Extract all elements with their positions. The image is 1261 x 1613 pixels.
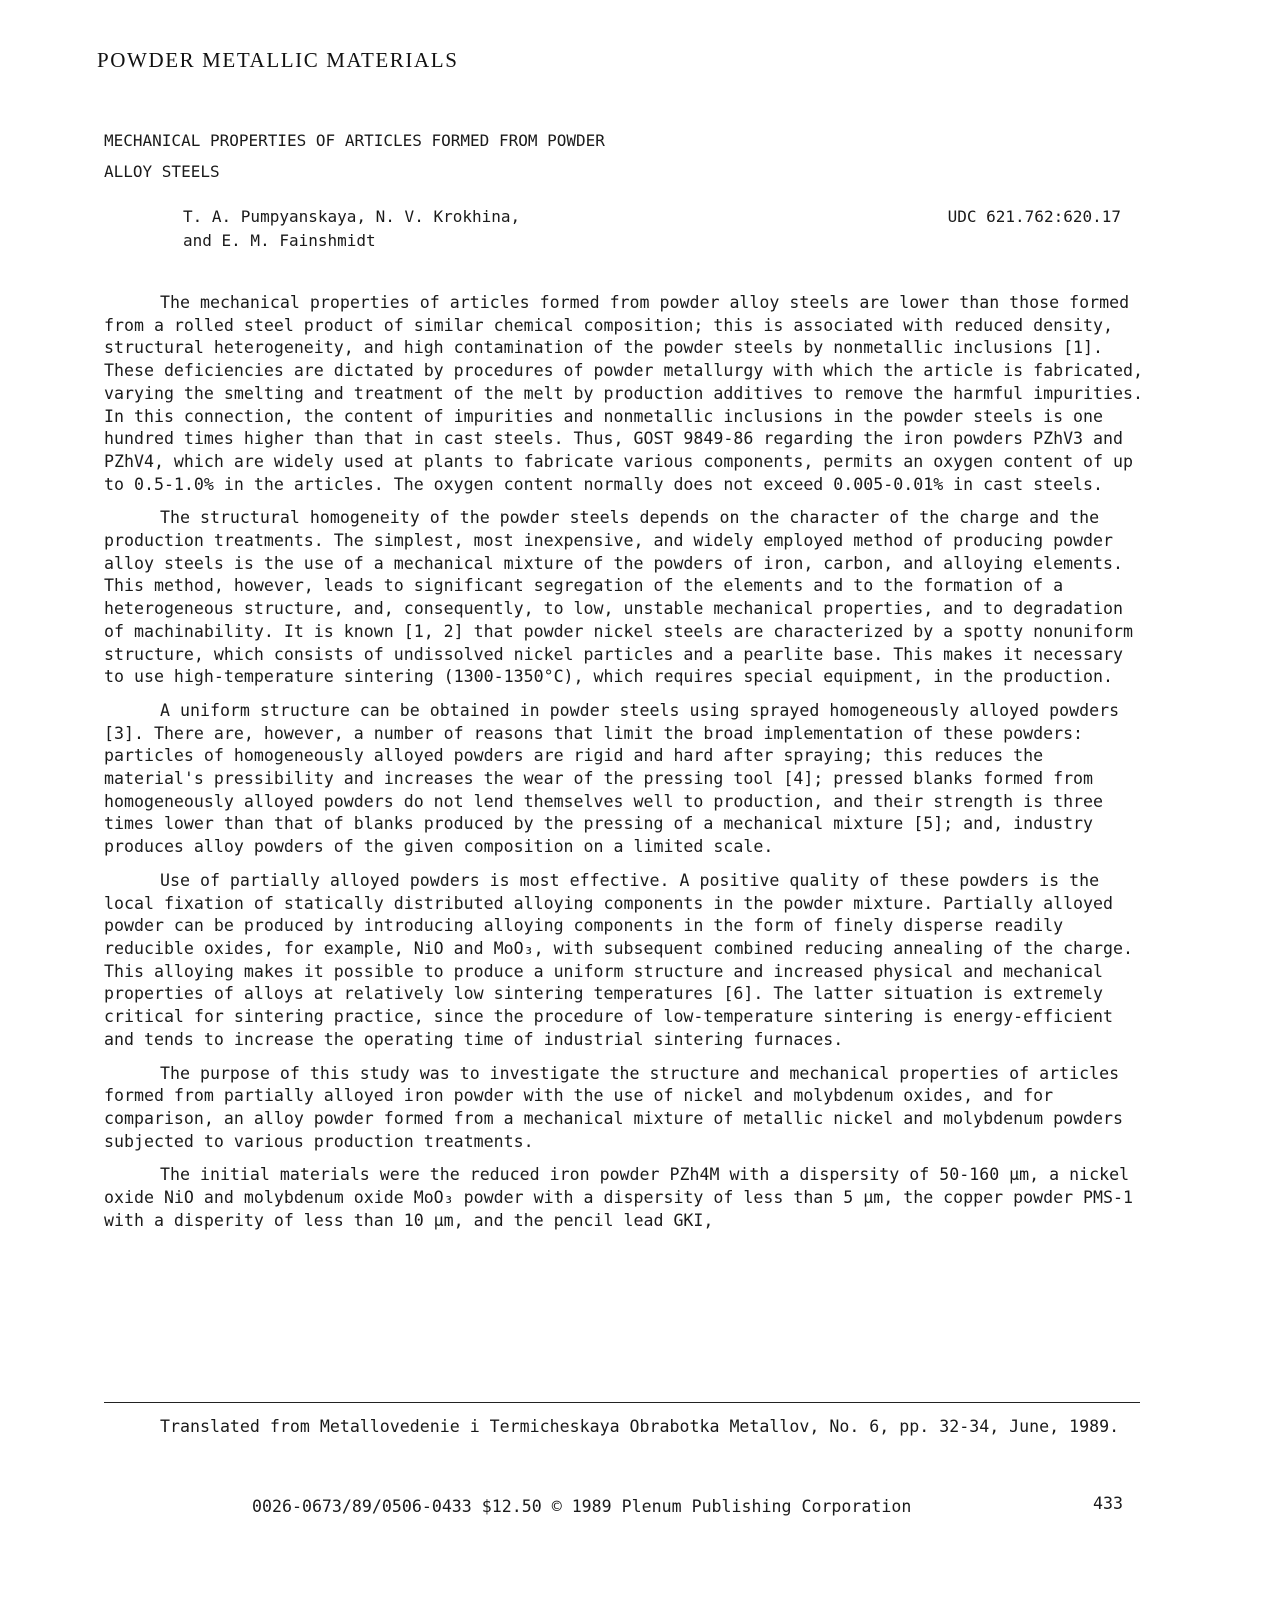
body-paragraph: The initial materials were the reduced iron powder PZh4M with a dispersity of 50-160 µm, a nickel oxide NiO and molybdenum oxide MoO₃ powder with a dispersity of less than 5 µm, the copper powder PMS-1 with a disperity of less than 10 µm, and the pencil lead GKI, bbox=[104, 1165, 1133, 1230]
body-paragraph: The purpose of this study was to investigate the structure and mechanical properties of articles formed from partially alloyed iron powder with the use of nickel and molybdenum oxides, and for comparison, an alloy powder formed from a mechanical mixture of metallic nickel and molybdenum powders subjected to various production treatments. bbox=[104, 1063, 1124, 1151]
body-paragraph: The structural homogeneity of the powder steels depends on the character of the charge and the production treatments. The simplest, most inexpensive, and widely employed method of producing powder alloy steels is the use of a mechanical mixture of the powders of iron, carbon, and alloying elements. This method, however, leads to significant segregation of the elements and to the formation of a heterogeneous structure, and, consequently, to low, unstable mechanical properties, and to degradation of machinability. It is known [1, 2] that powder nickel steels are characterized by a spotty nonuniform structure, which consists of undissolved nickel particles and a pearlite base. This makes it necessary to use high-temperature sintering (1300-1350°C), which requires special equipment, in the production. bbox=[104, 508, 1133, 687]
page-number: 433 bbox=[1093, 1494, 1123, 1513]
udc-code: UDC 621.762:620.17 bbox=[947, 207, 1121, 226]
authors-line-2: and E. M. Fainshmidt bbox=[183, 231, 376, 250]
body-paragraph: A uniform structure can be obtained in powder steels using sprayed homogeneously alloyed powders [3]. There are, however, a number of reasons that limit the broad implementation of these powders: particles of homogeneously alloyed powders are rigid and hard after spraying; this reduces the material's pressibility and increases the wear of the pressing tool [4]; pressed blanks formed from homogeneously alloyed powders do not lend themselves well to production, and their strength is three times lower than that of blanks produced by the pressing of a mechanical mixture [5]; and, industry produces alloy powders of the given composition on a limited scale. bbox=[104, 700, 1120, 857]
journal-section-header: POWDER METALLIC MATERIALS bbox=[97, 48, 459, 72]
article-title-line-2: ALLOY STEELS bbox=[104, 162, 220, 181]
copyright-line: 0026-0673/89/0506-0433 $12.50 © 1989 Plenum Publishing Corporation bbox=[252, 1497, 912, 1516]
body-paragraph: Use of partially alloyed powders is most effective. A positive quality of these powders is the local fixation of statically distributed alloying components in the powder mixture. Partially alloyed powder can be produced by introducing alloying components in the form of finely disperse readily reducible oxides, for example, NiO and MoO₃, with subsequent combined reducing annealing of the charge. This alloying makes it possible to produce a uniform structure and increased physical and mechanical properties of alloys at relatively low sintering temperatures [6]. The latter situation is extremely critical for sintering practice, since the procedure of low-temperature sintering is energy-efficient and tends to increase the operating time of industrial sintering furnaces. bbox=[104, 870, 1133, 1049]
article-body bbox=[104, 292, 1149, 1243]
article-title-line-1: MECHANICAL PROPERTIES OF ARTICLES FORMED FROM POWDER bbox=[104, 131, 605, 150]
footnote-divider bbox=[104, 1402, 1140, 1403]
article-title bbox=[104, 125, 605, 187]
authors-line-1: T. A. Pumpyanskaya, N. V. Krokhina, bbox=[183, 207, 521, 226]
author-list bbox=[183, 205, 520, 253]
body-paragraph: The mechanical properties of articles formed from powder alloy steels are lower than those formed from a rolled steel product of similar chemical composition; this is associated with reduced density, structural heterogeneity, and high contamination of the powder steels by nonmetallic inclusions [1]. These deficiencies are dictated by procedures of powder metallurgy with which the article is fabricated, varying the smelting and treatment of the melt by production additives to remove the harmful impurities. In this connection, the content of impurities and nonmetallic inclusions in the powder steels is one hundred times higher than that in cast steels. Thus, GOST 9849-86 regarding the iron powders PZhV3 and PZhV4, which are widely used at plants to fabricate various components, permits an oxygen content of up to 0.5-1.0% in the articles. The oxygen content normally does not exceed 0.005-0.01% in cast steels. bbox=[104, 293, 1143, 494]
translation-footnote: Translated from Metallovedenie i Termicheskaya Obrabotka Metallov, No. 6, pp. 32-34, June, 1989. bbox=[160, 1417, 1120, 1436]
